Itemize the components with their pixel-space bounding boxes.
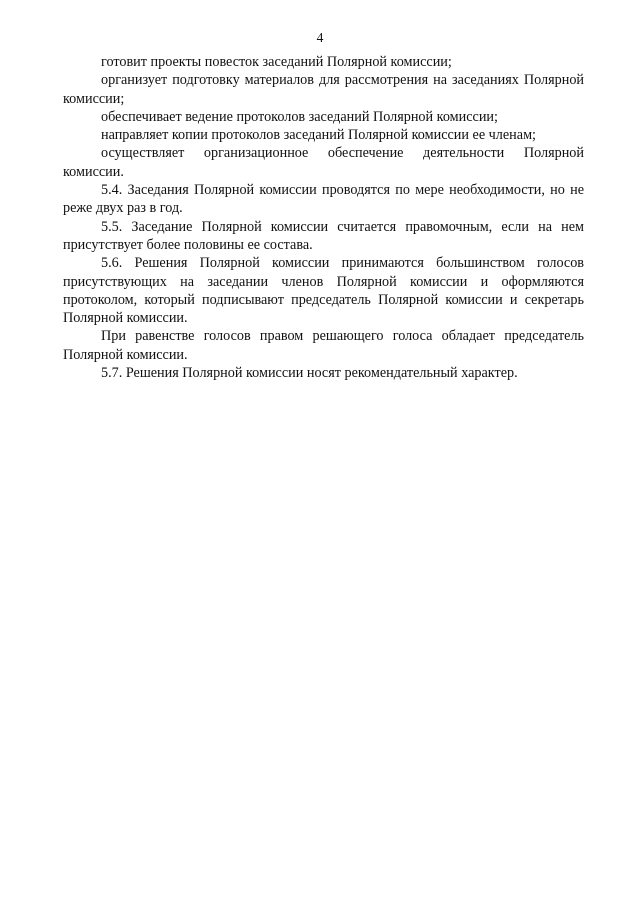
paragraph-tie-vote: При равенстве голосов правом решающего голоса обладает председатель Полярной комиссии. bbox=[63, 328, 584, 363]
paragraph-5-4-meetings: 5.4. Заседания Полярной комиссии проводятся по мере необходимости, но не реже двух раз в год. bbox=[63, 182, 584, 217]
document-body bbox=[63, 53, 584, 382]
paragraph-keep-minutes: обеспечивает ведение протоколов заседаний Полярной комиссии; bbox=[101, 108, 498, 125]
paragraph-prepare-agendas: готовит проекты повесток заседаний Полярной комиссии; bbox=[101, 54, 452, 70]
paragraph-organizational-support: осуществляет организационное обеспечение деятельности Полярной комиссии. bbox=[63, 145, 584, 180]
paragraph-5-6-decisions: 5.6. Решения Полярной комиссии принимаются большинством голосов присутствующих на заседании членов Полярной комиссии и оформляются протоколом, который подписывают председатель Полярной комиссии и секретарь Полярной комиссии. bbox=[63, 255, 584, 327]
paragraph-5-7-advisory: 5.7. Решения Полярной комиссии носят рекомендательный характер. bbox=[101, 365, 518, 382]
page-number: 4 bbox=[316, 30, 324, 45]
paragraph-organize-materials: организует подготовку материалов для рассмотрения на заседаниях Полярной комиссии; bbox=[63, 72, 584, 107]
paragraph-send-minutes: направляет копии протоколов заседаний Полярной комиссии ее членам; bbox=[101, 127, 536, 144]
paragraph-5-5-quorum: 5.5. Заседание Полярной комиссии считается правомочным, если на нем присутствует более половины ее состава. bbox=[63, 218, 584, 253]
